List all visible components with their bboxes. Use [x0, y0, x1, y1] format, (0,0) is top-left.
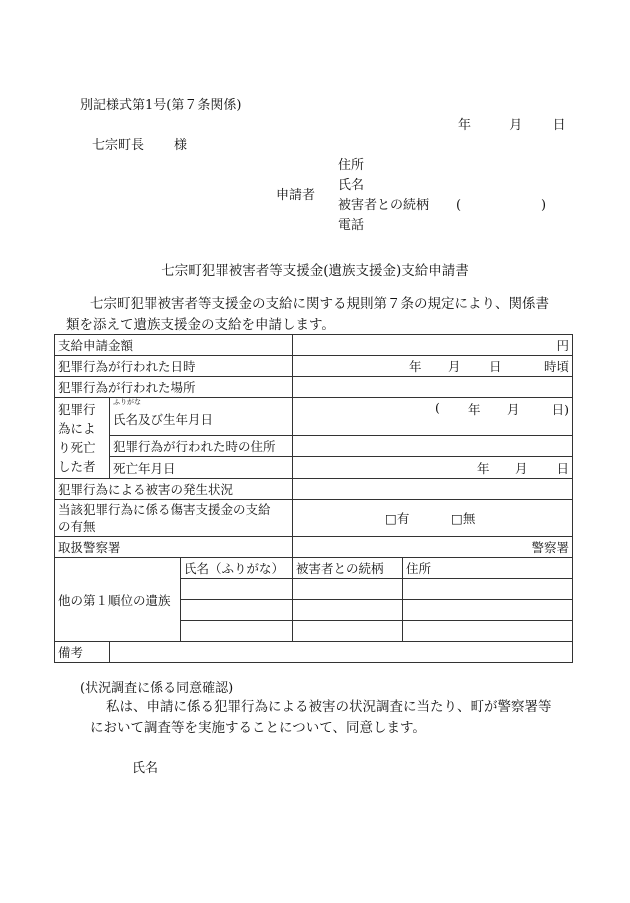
family-relation-cell[interactable]	[293, 621, 403, 642]
date-day: 日	[552, 118, 566, 133]
dt-month: 月	[448, 359, 461, 374]
date-line	[458, 118, 566, 134]
place-label: 犯罪行為が行われた場所	[55, 377, 293, 398]
dd-year: 年	[477, 460, 490, 476]
consent-line-2: において調査等を実施することについて、同意します。	[90, 720, 426, 736]
consent-paragraph	[90, 697, 552, 739]
date-year: 年	[458, 118, 472, 133]
amount-label: 支給申請金額	[55, 335, 293, 356]
relation-open-paren: (	[456, 198, 462, 213]
family-name-cell[interactable]	[181, 579, 293, 600]
table-row	[55, 377, 573, 398]
name-dob-label-cell	[110, 398, 293, 436]
family-address-cell[interactable]	[403, 621, 573, 642]
honorific: 様	[174, 138, 188, 153]
dt-day: 日	[489, 359, 502, 374]
table-row	[55, 435, 573, 457]
table-row	[55, 356, 573, 377]
death-date-field[interactable]	[293, 457, 573, 479]
damage-field[interactable]	[293, 479, 573, 500]
name-dob-label: 氏名及び生年月日	[113, 412, 214, 427]
table-row	[55, 398, 573, 436]
place-field[interactable]	[293, 377, 573, 398]
dob-year: 年	[468, 402, 481, 417]
amount-field[interactable]	[293, 335, 573, 356]
table-row	[55, 642, 573, 663]
family-label: 他の第１順位の遺族	[55, 558, 181, 642]
family-relation-cell[interactable]	[293, 579, 403, 600]
dob-month: 月	[507, 402, 520, 417]
victim-label: 犯罪行 為によ り死亡 した者	[55, 398, 110, 479]
remarks-field[interactable]	[110, 642, 573, 663]
applicant-label: 申請者	[276, 188, 316, 203]
intro-line-1: 七宗町犯罪被害者等支援金の支給に関する規則第７条の規定により、関係書	[90, 296, 549, 312]
police-label: 取扱警察署	[55, 537, 293, 558]
table-row	[55, 457, 573, 479]
injury-no-checkbox[interactable]: □無	[451, 511, 476, 526]
applicant-relation-label: 被害者との続柄	[338, 198, 430, 213]
form-number: 別記様式第1号(第７条関係)	[80, 98, 242, 113]
dob-close: 日)	[551, 402, 570, 417]
date-month: 月	[509, 118, 523, 133]
damage-label: 犯罪行為による被害の発生状況	[55, 479, 293, 500]
intro-paragraph	[66, 294, 549, 336]
datetime-label: 犯罪行為が行われた日時	[55, 356, 293, 377]
police-suffix: 警察署	[531, 540, 570, 555]
table-row	[55, 500, 573, 537]
family-col-address: 住所	[403, 558, 573, 579]
remarks-label: 備考	[55, 642, 110, 663]
relation-close-paren: )	[541, 198, 547, 213]
consent-line-1: 私は、申請に係る犯罪行為による被害の状況調査に当たり、町が警察署等	[106, 699, 552, 715]
table-row	[55, 558, 573, 579]
address-field[interactable]	[293, 435, 573, 457]
injury-yes-checkbox[interactable]: □有	[385, 511, 410, 526]
injury-field	[293, 500, 573, 537]
family-address-cell[interactable]	[403, 600, 573, 621]
family-name-cell[interactable]	[181, 621, 293, 642]
dt-time: 時頃	[544, 359, 570, 374]
applicant-name-label: 氏名	[338, 178, 365, 193]
death-date-label: 死亡年月日	[110, 457, 293, 479]
dob-open-paren: (	[435, 400, 440, 415]
injury-label: 当該犯罪行為に係る傷害支援金の支給 の有無	[55, 500, 293, 537]
addressee: 七宗町長	[92, 138, 145, 153]
application-table	[54, 334, 573, 663]
datetime-field[interactable]	[293, 356, 573, 377]
family-col-relation: 被害者との続柄	[293, 558, 403, 579]
amount-unit: 円	[556, 338, 570, 353]
applicant-address-label: 住所	[338, 158, 365, 173]
table-row	[55, 537, 573, 558]
family-col-name: 氏名（ふりがな）	[181, 558, 293, 579]
consent-heading: (状況調査に係る同意確認)	[80, 681, 234, 696]
family-relation-cell[interactable]	[293, 600, 403, 621]
address-label: 犯罪行為が行われた時の住所	[110, 435, 293, 457]
dd-month: 月	[515, 460, 528, 476]
applicant-phone-label: 電話	[338, 218, 365, 233]
furigana-label: ふりがな	[113, 398, 141, 406]
intro-line-2: 類を添えて遺族支援金の支給を申請します。	[66, 317, 335, 333]
family-address-cell[interactable]	[403, 579, 573, 600]
table-row	[55, 479, 573, 500]
name-dob-field[interactable]	[293, 398, 573, 436]
family-name-cell[interactable]	[181, 600, 293, 621]
dd-day: 日	[556, 460, 570, 476]
table-row	[55, 335, 573, 356]
document-title: 七宗町犯罪被害者等支援金(遺族支援金)支給申請書	[161, 263, 469, 279]
dt-year: 年	[409, 359, 422, 374]
consent-name-label: 氏名	[132, 761, 159, 776]
police-field[interactable]	[293, 537, 573, 558]
